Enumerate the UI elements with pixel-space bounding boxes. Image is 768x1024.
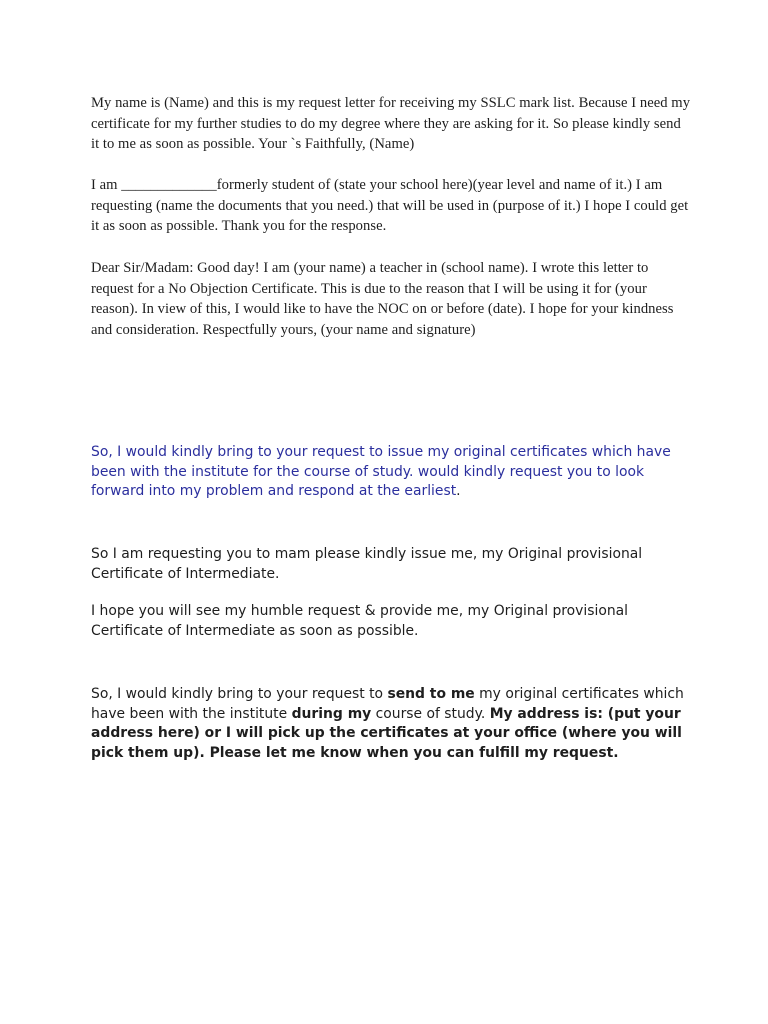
send-text-part3: course of study. bbox=[371, 705, 490, 722]
send-text-part2: my original certificates which have been with the institute bbox=[91, 686, 684, 722]
during-my-bold: during my bbox=[291, 705, 372, 722]
noc-request-paragraph: Dear Sir/Madam: Good day! I am (your name) a teacher in (school name). I wrote this letter to request for a No Objection Certificate. This is due to the reason that I will be using it for (your reason). In view of this, I would like to have the NOC on or before (date). I hope for your kindness and consideration. Respectfully yours, (your name and signature) bbox=[91, 260, 674, 338]
original-certificates-paragraph bbox=[91, 443, 691, 502]
school-request-paragraph: I am _____________formerly student of (state your school here)(year level and name of it.) I am requesting (name the documents that you need.) that will be used in (purpose of it.) I hope I could get it as soon as possible. Thank you for the response. bbox=[91, 177, 689, 234]
send-to-me-bold: send to me bbox=[387, 686, 475, 702]
address-bold: My address is: (put your address here) or I will pick up the certificates at your office (where you will pick them up). Please let me know when you can fulfill my request. bbox=[91, 705, 682, 761]
original-certificates-text: So, I would kindly bring to your request to issue my original certificates which have been with the institute for the course of study. would kindly request you to look forward into my problem and respond at the earliest bbox=[91, 444, 671, 499]
intermediate-request-paragraph: So I am requesting you to mam please kindly issue me, my Original provisional Certificate of Intermediate. bbox=[91, 546, 643, 582]
send-text-part1: So, I would kindly bring to your request to bbox=[91, 686, 388, 702]
humble-request-paragraph: I hope you will see my humble request & provide me, my Original provisional Certificate of Intermediate as soon as possible. bbox=[91, 603, 629, 639]
sslc-request-paragraph: My name is (Name) and this is my request letter for receiving my SSLC mark list. Because I need my certificate for my further studies to do my degree where they are asking for it. So please kindly send it to me as soon as possible. Your `s Faithfully, (Name) bbox=[91, 95, 691, 152]
paragraph-end-period: . bbox=[456, 483, 461, 499]
send-certificates-paragraph bbox=[91, 685, 691, 763]
